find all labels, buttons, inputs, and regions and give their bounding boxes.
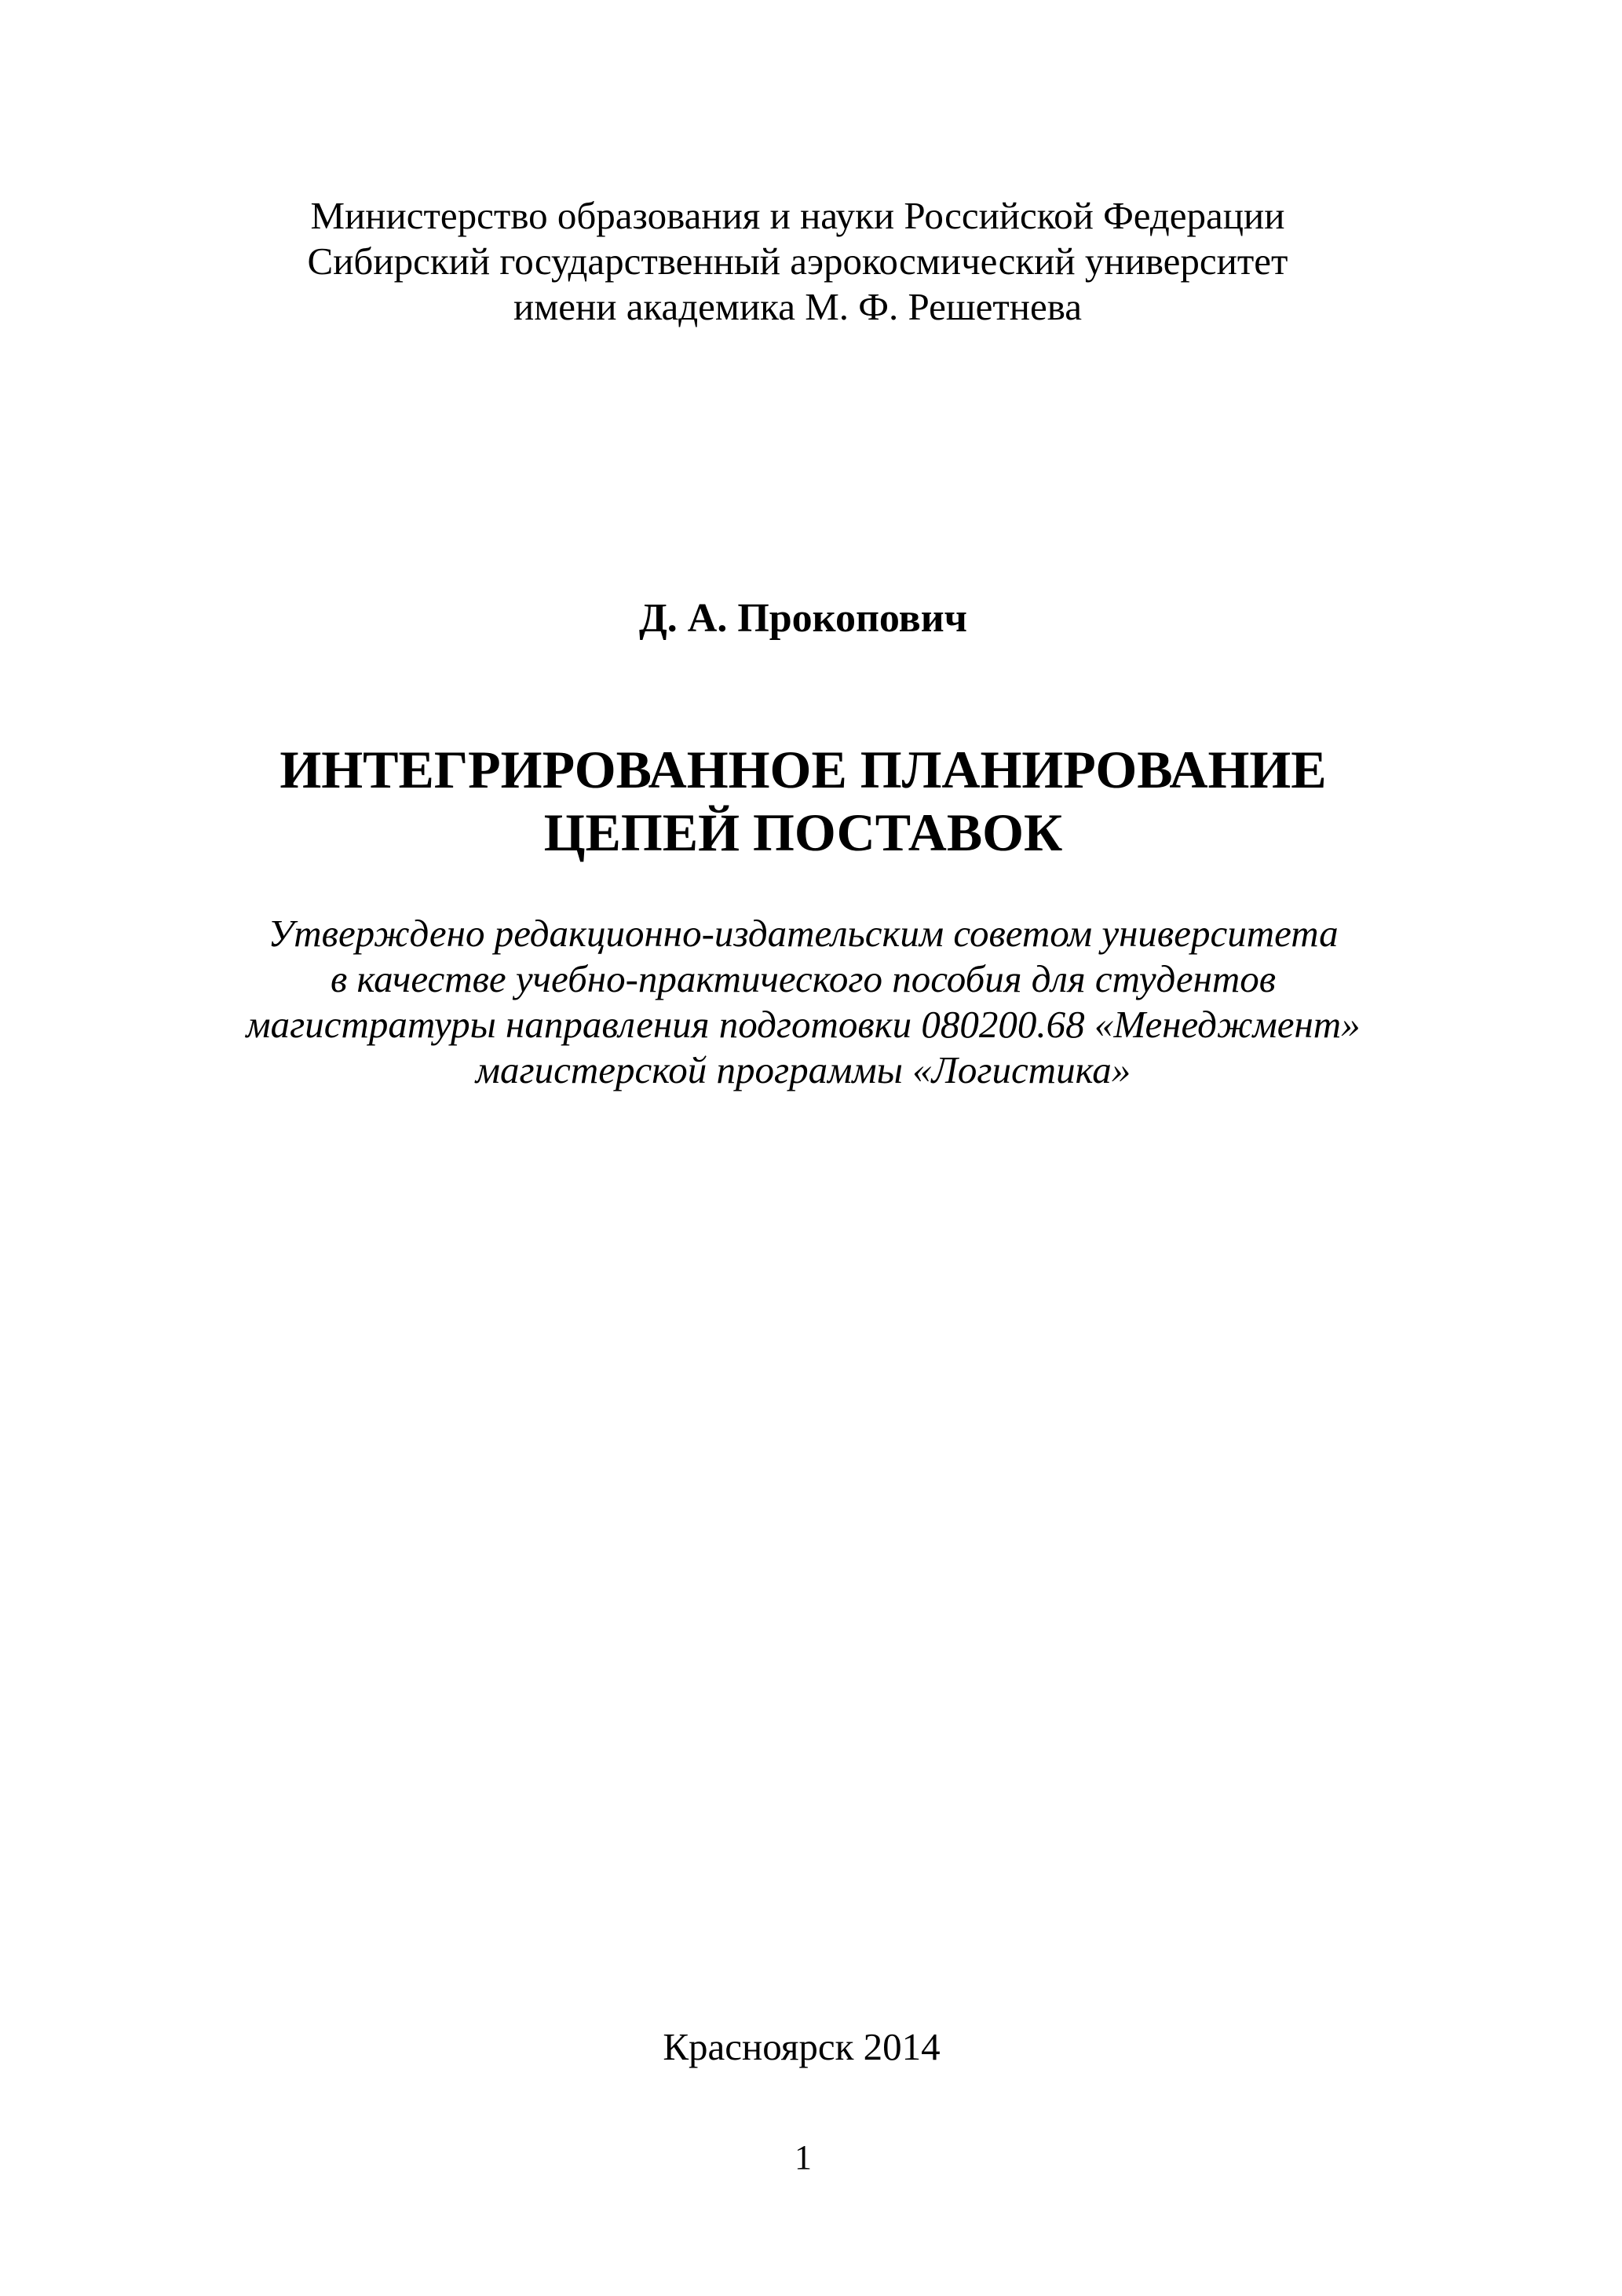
approval-statement [0, 911, 1614, 1093]
institution-header [0, 193, 1609, 330]
ministry-line: Министерство образования и науки Российской Федерации [310, 194, 1285, 237]
approval-line-3: магистратуры направления подготовки 080200.68 «Менеджмент» [246, 1003, 1361, 1046]
approval-line-1: Утверждено редакционно-издательским советом университета [268, 912, 1339, 955]
page-number: 1 [795, 2138, 812, 2177]
university-line: Сибирский государственный аэрокосмический университет [307, 239, 1288, 283]
title-line-2: ЦЕПЕЙ ПОСТАВОК [543, 803, 1063, 862]
city-year: Красноярск 2014 [663, 2025, 941, 2068]
university-name-line: имени академика М. Ф. Решетнева [513, 285, 1082, 328]
approval-line-4: магистерской программы «Логистика» [475, 1048, 1131, 1091]
title-line-1: ИНТЕГРИРОВАННОЕ ПЛАНИРОВАНИЕ [279, 740, 1327, 799]
approval-line-2: в качестве учебно-практического пособия для студентов [330, 957, 1277, 1000]
document-title [0, 738, 1614, 864]
author-name: Д. А. Прокопович [638, 596, 967, 641]
